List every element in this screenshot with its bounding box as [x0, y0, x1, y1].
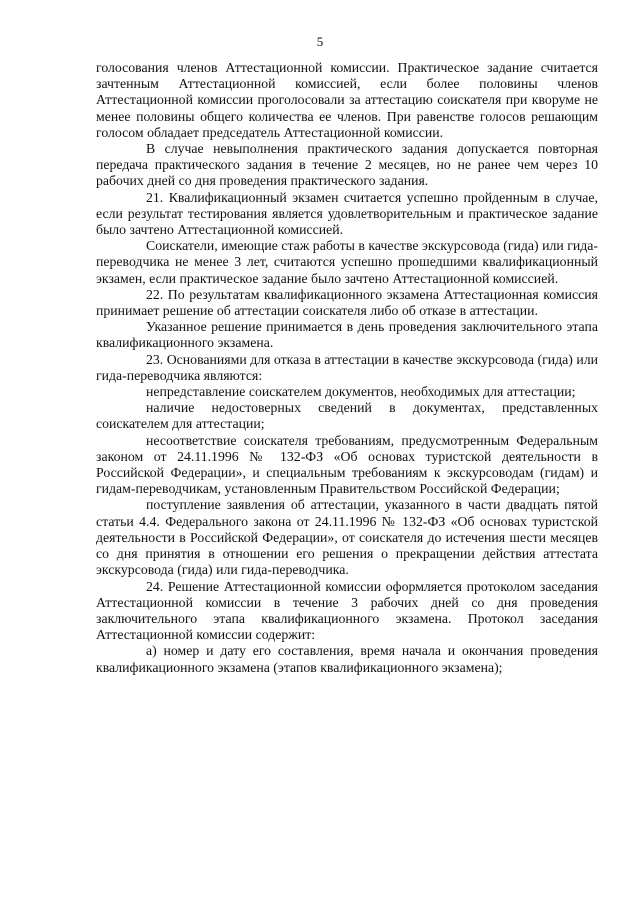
paragraph: В случае невыполнения практического задания допускается повторная передача практического задания в течение 2 месяцев, но не ранее чем через 10 рабочих дней со дня проведения практического задания. [96, 141, 598, 189]
paragraph: Соискатели, имеющие стаж работы в качестве экскурсовода (гида) или гида-переводчика не менее 3 лет, считаются успешно прошедшими квалификационный экзамен, если практическое задание было зачтено Аттестационной комиссией. [96, 238, 598, 286]
document-body [96, 60, 598, 676]
list-item: наличие недостоверных сведений в документах, представленных соискателем для аттестации; [96, 400, 598, 432]
list-item: а) номер и дату его составления, время начала и окончания проведения квалификационного экзамена (этапов квалификационного экзамена); [96, 643, 598, 675]
paragraph: 22. По результатам квалификационного экзамена Аттестационная комиссия принимает решение об аттестации соискателя либо об отказе в аттестации. [96, 286, 598, 319]
paragraph: 23. Основаниями для отказа в аттестации в качестве экскурсовода (гида) или гида-переводчика являются: [96, 351, 598, 383]
list-item: непредставление соискателем документов, необходимых для аттестации; [146, 384, 576, 400]
list-item: поступление заявления об аттестации, указанного в части двадцать пятой статьи 4.4. Федерального закона от 24.11.1996 № 132-ФЗ «Об основах туристской деятельности в Российской Федерации», от соискателя до истечения шести месяцев со дня принятия в отношении его решения о прекращении действия аттестата экскурсовода (гида) или гида-переводчика. [96, 497, 598, 578]
list-item: несоответствие соискателя требованиям, предусмотренным Федеральным законом от 24.11.1996 № 132-ФЗ «Об основах туристской деятельности в Российской Федерации», и специальным требованиям к экскурсоводам (гидам) и гидам-переводчикам, установленным Правительством Российской Федерации; [96, 432, 598, 497]
paragraph: 24. Решение Аттестационной комиссии оформляется протоколом заседания Аттестационной комиссии в течение 3 рабочих дней со дня проведения заключительного этапа квалификационного экзамена. Протокол заседания Аттестационной комиссии содержит: [96, 578, 598, 643]
page-number: 5 [316, 34, 324, 49]
paragraph: Указанное решение принимается в день проведения заключительного этапа квалификационного экзамена. [96, 319, 598, 351]
paragraph: голосования членов Аттестационной комиссии. Практическое задание считается зачтенным Аттестационной комиссией, если более половины членов Аттестационной комиссии проголосовали за аттестацию соискателя при кворуме не менее половины общего количества ее членов. При равенстве голосов решающим голосом обладает председатель Аттестационной комиссии. [96, 60, 598, 140]
paragraph: 21. Квалификационный экзамен считается успешно пройденным в случае, если результат тестирования является удовлетворительным и практическое задание было зачтено Аттестационной комиссией. [96, 189, 598, 238]
